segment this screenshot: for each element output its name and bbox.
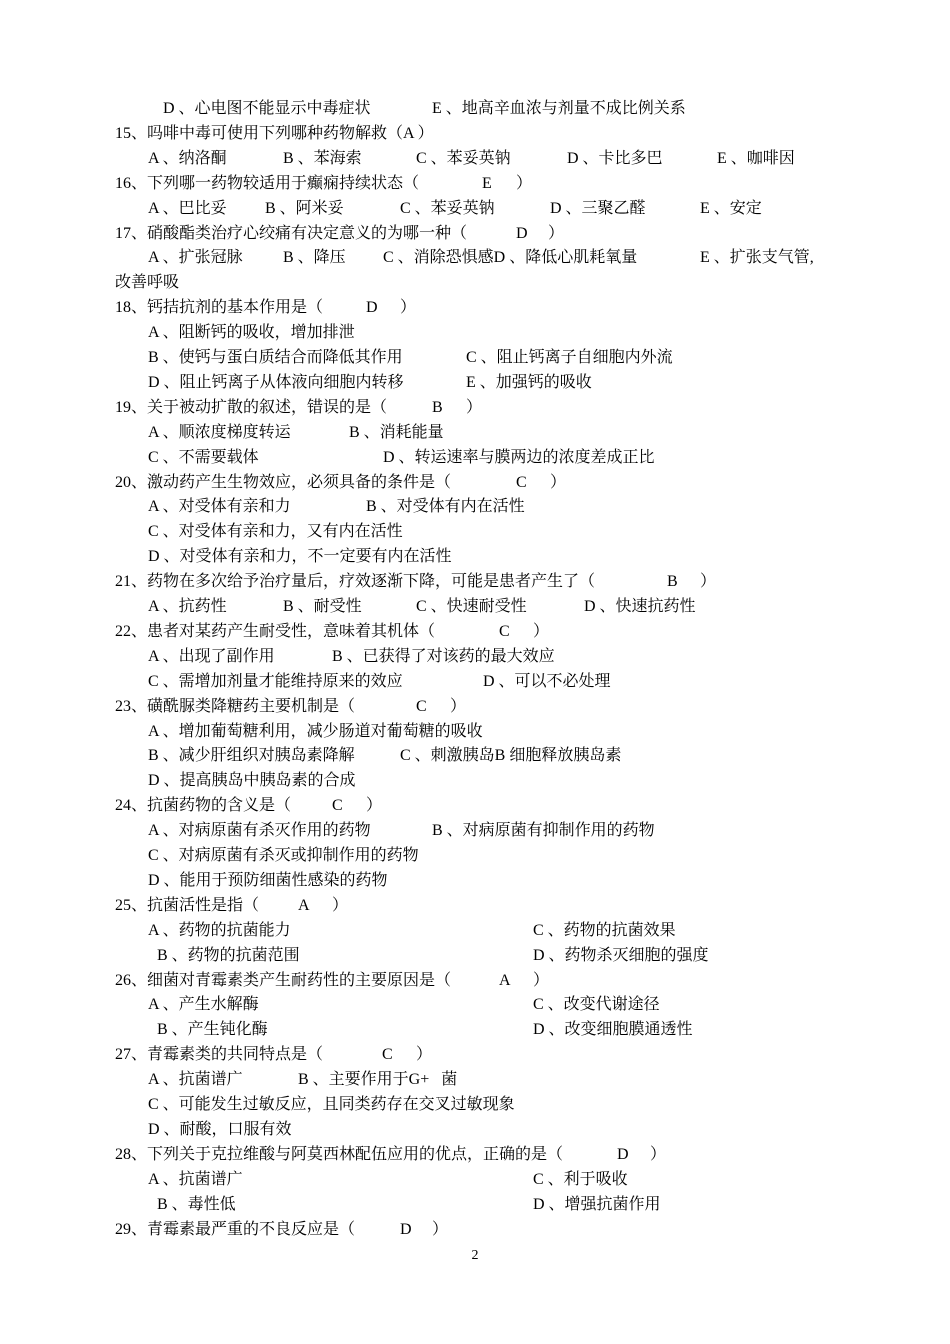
text-segment: 29、青霉素最严重的不良反应是（ xyxy=(115,1220,356,1238)
text-segment: ） xyxy=(450,697,467,715)
text-segment: ） xyxy=(550,473,567,491)
text-segment: B 、阿米妥 xyxy=(265,199,344,217)
text-segment: C 、阻止钙离子自细胞内外流 xyxy=(466,349,673,366)
text-line xyxy=(0,944,950,968)
text-segment: 27、青霉素类的共同特点是（ xyxy=(115,1046,324,1064)
text-segment: B 、毒性低 xyxy=(157,1195,236,1213)
text-segment: C 、快速耐受性 xyxy=(416,598,527,615)
text-segment: D 、可以不必处理 xyxy=(483,672,611,690)
text-segment: A 、抗菌谱广 xyxy=(148,1170,243,1188)
text-line xyxy=(0,993,950,1017)
text-segment: D 、卡比多巴 xyxy=(567,149,663,167)
text-segment: B 、对病原菌有抑制作用的药物 xyxy=(432,822,655,840)
text-line xyxy=(0,1168,950,1192)
text-line xyxy=(0,545,950,569)
text-segment: A 、纳洛酮 xyxy=(148,149,227,167)
text-line xyxy=(0,869,950,893)
text-line xyxy=(0,122,950,146)
text-segment: C 、需增加剂量才能维持原来的效应 xyxy=(148,672,403,690)
text-segment: ） xyxy=(466,398,483,416)
text-line xyxy=(0,296,950,320)
text-segment: A 、扩张冠脉 xyxy=(148,249,243,267)
text-line xyxy=(0,1218,950,1242)
text-line xyxy=(0,1093,950,1117)
text-segment: B 、苯海索 xyxy=(283,149,362,167)
text-segment: A 、抗药性 xyxy=(148,598,227,615)
text-segment: E 、加强钙的吸收 xyxy=(466,373,592,391)
text-segment: 改善呼吸 xyxy=(115,274,180,292)
text-segment: D xyxy=(400,1220,412,1238)
text-segment: 21、药物在多次给予治疗量后，疗效逐渐下降，可能是患者产生了（ xyxy=(115,573,596,591)
text-segment: B 、主要作用于G+ 菌 xyxy=(298,1071,458,1089)
text-segment: C 、对病原菌有杀灭或抑制作用的药物 xyxy=(148,847,419,864)
text-segment: 19、关于被动扩散的叙述，错误的是（ xyxy=(115,398,388,416)
text-segment: C xyxy=(416,697,427,715)
text-line xyxy=(0,1043,950,1067)
text-segment: D 、提高胰岛中胰岛素的合成 xyxy=(148,772,356,790)
text-segment: ） xyxy=(700,573,717,591)
text-segment: D 、对受体有亲和力，不一定要有内在活性 xyxy=(148,548,452,566)
text-segment: 28、下列关于克拉维酸与阿莫西林配伍应用的优点，正确的是（ xyxy=(115,1145,564,1163)
text-segment: B 、已获得了对该药的最大效应 xyxy=(332,647,555,665)
text-segment: 26、细菌对青霉素类产生耐药性的主要原因是（ xyxy=(115,971,452,989)
text-segment: ） xyxy=(548,224,565,242)
text-line xyxy=(0,744,950,768)
text-line xyxy=(0,1118,950,1142)
text-line xyxy=(0,520,950,544)
text-line xyxy=(0,271,950,295)
text-segment: C 、苯妥英钠 xyxy=(416,149,511,167)
text-segment: A xyxy=(499,971,511,989)
text-segment: D 、快速抗药性 xyxy=(584,598,696,615)
text-segment: A 、药物的抗菌能力 xyxy=(148,921,291,939)
text-segment: A 、产生水解酶 xyxy=(148,996,259,1014)
text-segment: C xyxy=(332,797,343,815)
text-segment: 25、抗菌活性是指（ xyxy=(115,896,260,914)
text-line xyxy=(0,97,950,121)
text-segment: C 、改变代谢途径 xyxy=(533,996,660,1014)
text-segment: A xyxy=(298,896,310,914)
text-segment: B 、使钙与蛋白质结合而降低其作用 xyxy=(148,349,403,366)
text-line xyxy=(0,1143,950,1167)
text-segment: ） xyxy=(332,896,349,914)
text-segment: D 、增强抗菌作用 xyxy=(533,1195,661,1213)
text-segment: 20、激动药产生生物效应，必须具备的条件是（ xyxy=(115,473,452,491)
text-segment: 24、抗菌药物的含义是（ xyxy=(115,797,292,815)
text-segment: C 、刺激胰岛B 细胞释放胰岛素 xyxy=(400,747,622,765)
text-segment: A 、巴比妥 xyxy=(148,199,227,217)
text-segment: E 、地高辛血浓与剂量不成比例关系 xyxy=(432,100,686,117)
text-segment: D 、改变细胞膜通透性 xyxy=(533,1021,693,1039)
text-segment: D 、阻止钙离子从体液向细胞内转移 xyxy=(148,373,404,391)
text-segment: B 、药物的抗菌范围 xyxy=(157,946,300,964)
text-segment: B xyxy=(667,573,678,591)
text-line xyxy=(0,1018,950,1042)
text-segment: 17、硝酸酯类治疗心绞痛有决定意义的为哪一种（ xyxy=(115,224,468,242)
text-line xyxy=(0,495,950,519)
text-segment: ） xyxy=(366,797,383,815)
text-segment: B 、减少肝组织对胰岛素降解 xyxy=(148,747,355,765)
text-line xyxy=(0,620,950,644)
text-segment: 23、磺酰脲类降糖药主要机制是（ xyxy=(115,697,356,715)
text-segment: ） xyxy=(650,1145,667,1163)
text-segment: ） xyxy=(400,299,417,317)
text-segment: C 、苯妥英钠 xyxy=(400,199,495,217)
text-segment: D xyxy=(366,299,378,317)
text-line xyxy=(0,246,950,270)
text-segment: 16、下列哪一药物较适用于癫痫持续状态（ xyxy=(115,174,420,192)
text-line xyxy=(0,670,950,694)
text-segment: E 、扩张支气管, xyxy=(700,249,814,267)
text-line xyxy=(0,645,950,669)
text-segment: A 、顺浓度梯度转运 xyxy=(148,423,291,441)
text-segment: D 、转运速率与膜两边的浓度差成正比 xyxy=(383,448,655,466)
text-segment: 22、患者对某药产生耐受性，意味着其机体（ xyxy=(115,622,436,640)
text-segment: 18、钙拮抗剂的基本作用是（ xyxy=(115,299,324,317)
text-segment: D xyxy=(516,224,528,242)
text-segment: C 、对受体有亲和力，又有内在活性 xyxy=(148,523,403,541)
text-segment: E xyxy=(482,174,492,192)
text-segment: C 、可能发生过敏反应，且同类药存在交叉过敏现象 xyxy=(148,1096,515,1113)
text-segment: B 、消耗能量 xyxy=(349,423,444,441)
text-line xyxy=(0,172,950,196)
text-segment: A 、阻断钙的吸收，增加排泄 xyxy=(148,324,355,342)
text-line xyxy=(0,919,950,943)
text-line xyxy=(0,720,950,744)
text-segment: E 、安定 xyxy=(700,199,762,217)
text-segment: A 、对受体有亲和力 xyxy=(148,498,291,516)
text-segment: A 、增加葡萄糖利用，减少肠道对葡萄糖的吸收 xyxy=(148,722,483,740)
text-segment: D 、能用于预防细菌性感染的药物 xyxy=(148,871,388,889)
text-line xyxy=(0,894,950,918)
text-segment: A 、对病原菌有杀灭作用的药物 xyxy=(148,822,371,840)
text-segment: D 、药物杀灭细胞的强度 xyxy=(533,946,709,964)
text-segment: ） xyxy=(533,971,550,989)
text-segment: ） xyxy=(516,174,533,192)
text-segment: D xyxy=(617,1145,629,1163)
text-line xyxy=(0,471,950,495)
text-line xyxy=(0,1068,950,1092)
text-line xyxy=(0,819,950,843)
text-segment: C 、利于吸收 xyxy=(533,1170,628,1188)
text-line xyxy=(0,446,950,470)
text-line xyxy=(0,769,950,793)
text-line xyxy=(0,321,950,345)
text-line xyxy=(0,570,950,594)
text-line xyxy=(0,371,950,395)
text-line xyxy=(0,695,950,719)
text-line xyxy=(0,969,950,993)
text-segment: C 、药物的抗菌效果 xyxy=(533,921,676,939)
text-segment: ） xyxy=(533,622,550,640)
text-segment: ） xyxy=(432,1220,449,1238)
text-segment: D 、耐酸，口服有效 xyxy=(148,1120,292,1138)
text-line xyxy=(0,421,950,445)
text-segment: D 、三聚乙醛 xyxy=(550,199,646,217)
text-line xyxy=(0,222,950,246)
text-segment: A 、抗菌谱广 xyxy=(148,1071,243,1089)
text-segment: C xyxy=(516,473,527,491)
text-line xyxy=(0,1193,950,1217)
text-segment: ） xyxy=(416,1046,433,1064)
text-line xyxy=(0,595,950,619)
text-segment: B xyxy=(432,398,443,416)
text-line xyxy=(0,794,950,818)
text-line xyxy=(0,147,950,171)
text-segment: B 、降压 xyxy=(283,249,346,267)
text-segment: C xyxy=(382,1046,393,1064)
text-segment: C xyxy=(499,622,510,640)
text-segment: 15、吗啡中毒可使用下列哪种药物解救（A ） xyxy=(115,124,434,142)
text-segment: C 、不需要载体 xyxy=(148,448,259,466)
text-line xyxy=(0,844,950,868)
page-number: 2 xyxy=(471,1248,479,1263)
text-line xyxy=(0,396,950,420)
text-line xyxy=(0,346,950,370)
text-segment: D 、心电图不能显示中毒症状 xyxy=(163,100,371,117)
text-segment: B 、对受体有内在活性 xyxy=(366,498,525,516)
text-segment: B 、产生钝化酶 xyxy=(157,1021,268,1039)
text-segment: E 、咖啡因 xyxy=(717,149,795,167)
text-segment: C 、消除恐惧感D 、降低心肌耗氧量 xyxy=(383,249,638,267)
text-line xyxy=(0,197,950,221)
text-segment: B 、耐受性 xyxy=(283,598,362,615)
text-segment: A 、出现了副作用 xyxy=(148,647,275,665)
